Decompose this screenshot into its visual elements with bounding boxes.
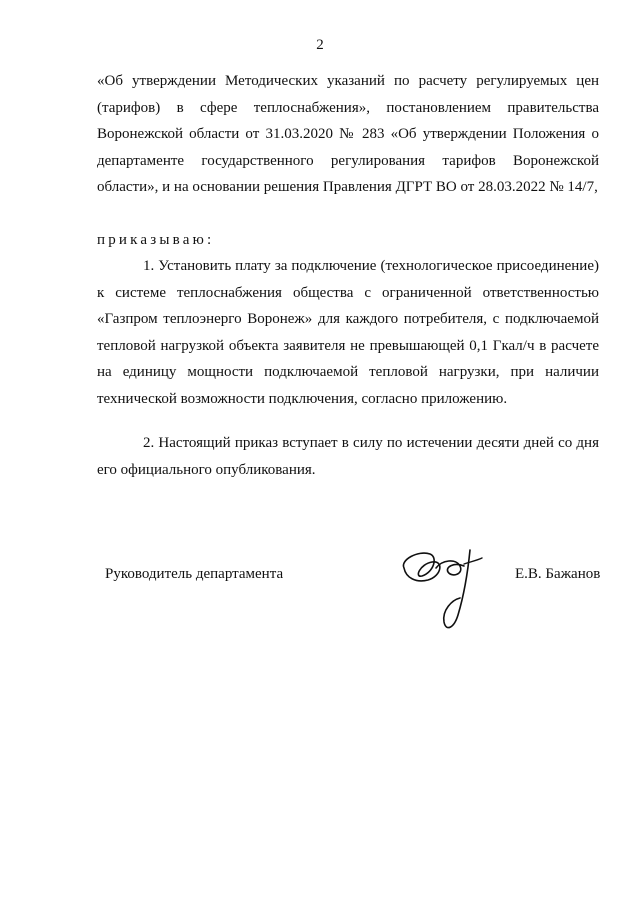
signer-position: Руководитель департамента [105, 566, 284, 582]
intro-paragraph: «Об утверждении Методических указаний по расчету регулируемых цен (тарифов) в сфере теплоснабжения», постановлением правительства Воронежской области от 31.03.2020 № 283 «Об утверждении Положения о департаменте государственного регулирования тарифов Воронежской области», и на основании решения Правления ДГРТ ВО от 28.03.2022 № 14/7, [97, 73, 599, 195]
order-item-2: 2. Настоящий приказ вступает в силу по истечении десяти дней со дня его официального опубликования. [97, 435, 599, 478]
order-word: приказываю: [97, 232, 215, 248]
order-item-1: 1. Установить плату за подключение (технологическое присоединение) к системе теплоснабжения общества с ограниченной ответственностью «Газпром теплоэнерго Воронеж» для каждого потребителя, с подключаемой тепловой нагрузкой объекта заявителя не превышающей 0,1 Гкал/ч в расчете на единицу мощности подключаемой тепловой нагрузки, при наличии технической возможности подключения, согласно приложению. [97, 258, 599, 407]
page-number: 2 [316, 37, 324, 53]
signer-name: Е.В. Бажанов [515, 566, 601, 582]
handwritten-signature [398, 540, 508, 640]
